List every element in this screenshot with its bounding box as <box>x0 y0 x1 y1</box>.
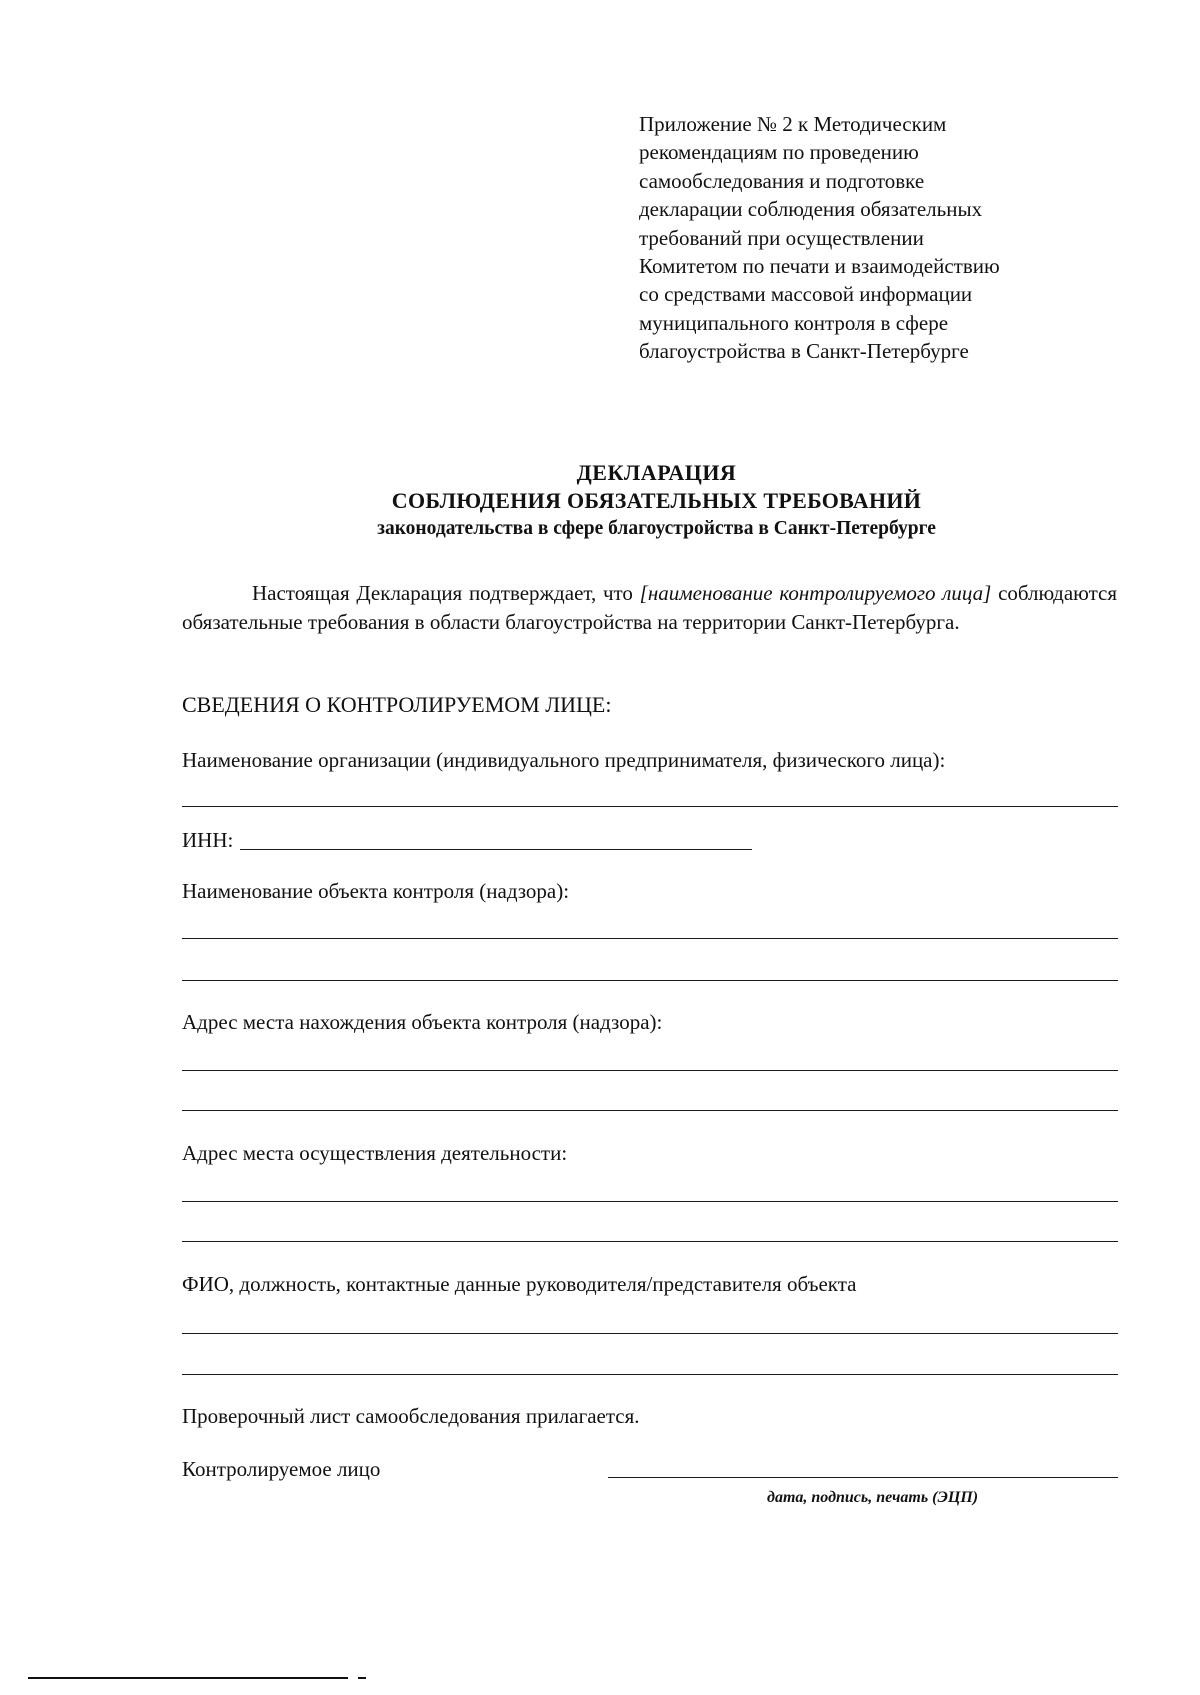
appendix-line: благоустройства в Санкт-Петербурге <box>639 339 969 364</box>
object-name-line-2[interactable] <box>182 980 1118 981</box>
activity-address-line-2[interactable] <box>182 1241 1118 1242</box>
intro-text-before: Настоящая Декларация подтверждает, что <box>252 581 633 605</box>
appendix-line: рекомендациям по проведению <box>639 140 919 165</box>
title-line-2: СОБЛЮДЕНИЯ ОБЯЗАТЕЛЬНЫХ ТРЕБОВАНИЙ <box>391 488 922 513</box>
intro-text-after: соблюдаются обязательные требования в области благоустройства на территории Санкт-Петербурга. <box>182 581 1117 634</box>
signature-caption: дата, подпись, печать (ЭЦП) <box>767 1489 979 1506</box>
manager-line-1[interactable] <box>182 1333 1118 1334</box>
org-name-label: Наименование организации (индивидуального предпринимателя, физического лица): <box>182 748 946 772</box>
intro-paragraph <box>182 579 1117 636</box>
appendix-line: Приложение № 2 к Методическим <box>639 112 947 136</box>
intro-placeholder: [наименование контролируемого лица] <box>639 581 992 605</box>
checklist-note: Проверочный лист самообследования прилагается. <box>182 1404 640 1428</box>
inn-label: ИНН: <box>182 828 234 852</box>
manager-label: ФИО, должность, контактные данные руководителя/представителя объекта <box>182 1272 857 1296</box>
object-address-label: Адрес места нахождения объекта контроля (надзора): <box>182 1010 663 1034</box>
appendix-line: самообследования и подготовке <box>639 168 925 193</box>
object-address-line-2[interactable] <box>182 1110 1118 1111</box>
footer-mark <box>358 1677 366 1679</box>
object-name-line-1[interactable] <box>182 938 1118 939</box>
appendix-line: Комитетом по печати и взаимодействию <box>639 254 1000 279</box>
signature-label: Контролируемое лицо <box>182 1457 381 1481</box>
object-address-line-1[interactable] <box>182 1070 1118 1071</box>
signature-line[interactable] <box>608 1477 1118 1478</box>
appendix-line: муниципального контроля в сфере <box>639 310 949 335</box>
appendix-line: требований при осуществлении <box>639 225 924 250</box>
document-title <box>100 458 1200 543</box>
appendix-line: со средствами массовой информации <box>639 282 973 307</box>
manager-line-2[interactable] <box>182 1374 1118 1375</box>
activity-address-label: Адрес места осуществления деятельности: <box>182 1141 568 1165</box>
inn-line[interactable] <box>240 849 752 850</box>
title-line-1: ДЕКЛАРАЦИЯ <box>576 460 737 485</box>
title-line-3: законодательства в сфере благоустройства в Санкт-Петербурге <box>377 518 936 539</box>
object-name-label: Наименование объекта контроля (надзора): <box>182 879 570 903</box>
org-name-line[interactable] <box>182 806 1118 807</box>
appendix-note <box>639 110 1109 366</box>
appendix-line: декларации соблюдения обязательных <box>639 197 983 222</box>
section-heading: СВЕДЕНИЯ О КОНТРОЛИРУЕМОМ ЛИЦЕ: <box>182 692 612 717</box>
footer-rule <box>28 1677 348 1679</box>
activity-address-line-1[interactable] <box>182 1201 1118 1202</box>
